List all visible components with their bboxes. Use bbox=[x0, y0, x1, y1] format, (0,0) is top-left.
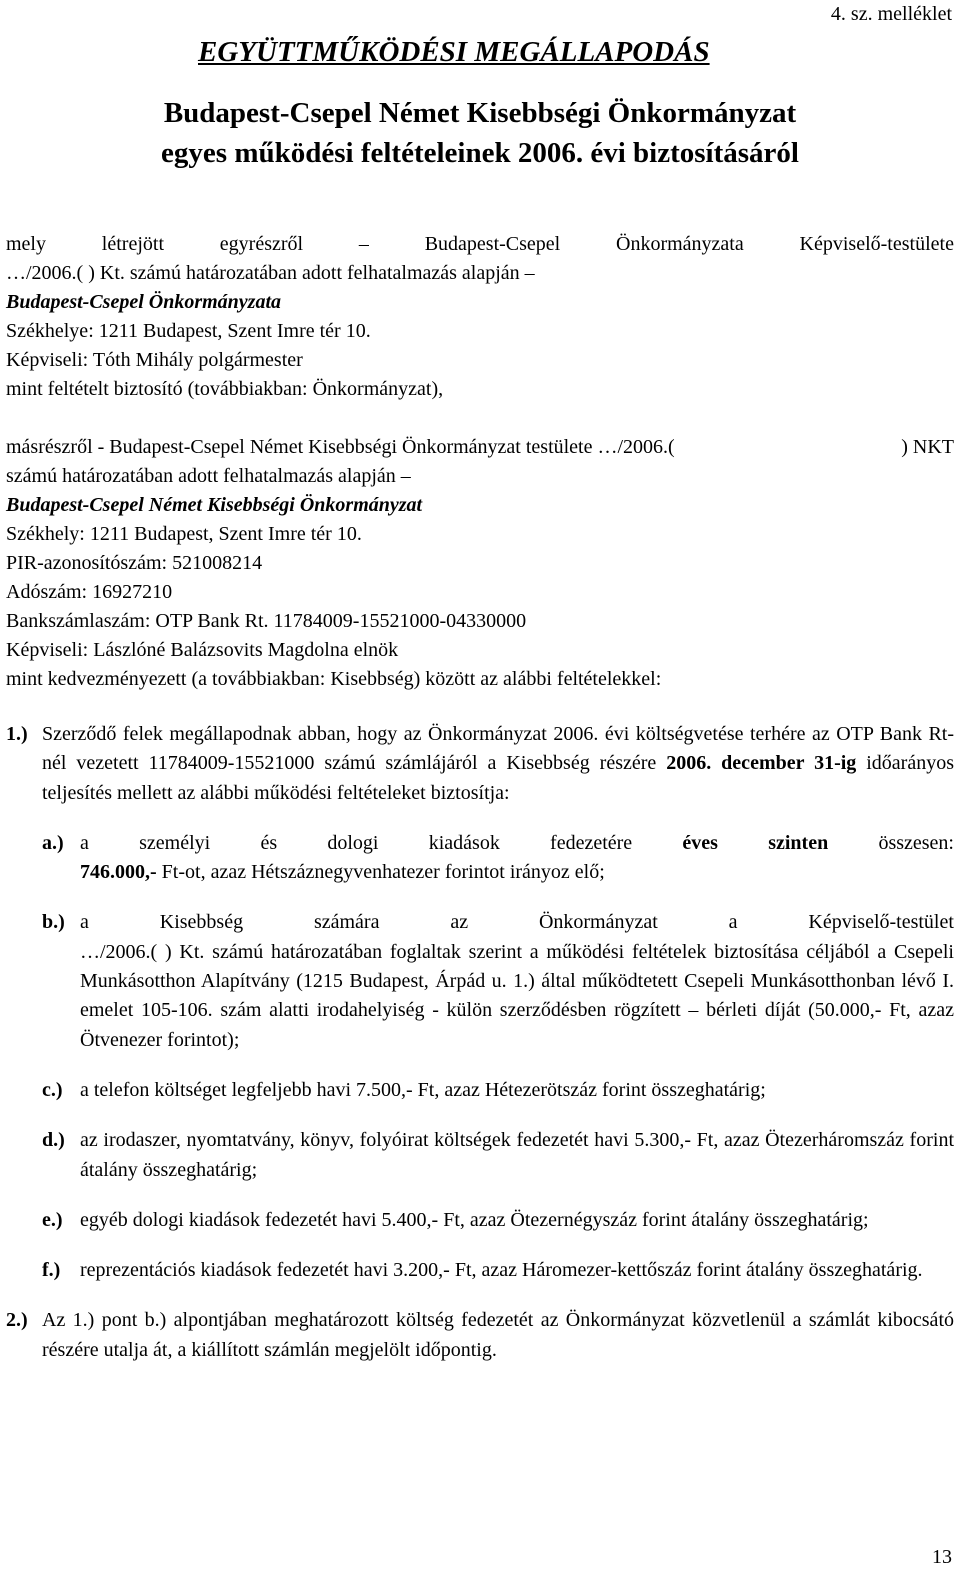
party1-intro-word: létrejött bbox=[101, 233, 164, 255]
clause-1e-number: e.) bbox=[42, 1208, 63, 1231]
clause-1b-word: a bbox=[728, 911, 738, 934]
clause-1a-word: összesen: bbox=[878, 831, 954, 854]
party1-name: Budapest-Csepel Önkormányzata bbox=[6, 291, 282, 313]
party1-seat: Székhelye: 1211 Budapest, Szent Imre tér 10. bbox=[6, 320, 371, 342]
clause-1-text: Szerződő felek megállapodnak abban, hogy az Önkormányzat 2006. évi költségvetése terhére az OTP Bank Rt-nél vezetett 11784009-15521000 számú számlájáról a Kisebbség részére 2006. december 31-ig időarányos teljesítés mellett az alábbi működési feltételeket biztosítja: bbox=[42, 723, 955, 804]
clause-2 bbox=[6, 1306, 954, 1365]
party2-seat: Székhely: 1211 Budapest, Szent Imre tér 10. bbox=[6, 523, 362, 545]
clause-2-number: 2.) bbox=[6, 1309, 28, 1332]
clause-1a-word: dologi bbox=[327, 831, 379, 854]
clause-1e-text: egyéb dologi kiadások fedezetét havi 5.400,- Ft, azaz Ötezernégyszáz forint átalány összeghatárig; bbox=[80, 1208, 869, 1231]
clause-1a-text: a személyi és dologi kiadások fedezetére éves szinten összesen: 746.000,- Ft-ot, azaz Hétszáznegyvenhatezer forintot irányoz elő; bbox=[80, 829, 954, 888]
clause-1b-number: b.) bbox=[42, 911, 65, 934]
clause-1a-word: személyi bbox=[139, 831, 211, 854]
parties-section bbox=[6, 230, 954, 694]
party1-intro-word: mely bbox=[6, 233, 46, 255]
party2-intro-left: másrészről - Budapest-Csepel Német Kisebbségi Önkormányzat testülete …/2006.( bbox=[6, 436, 675, 458]
party2-bank-account: Bankszámlaszám: OTP Bank Rt. 11784009-15521000-04330000 bbox=[6, 610, 527, 632]
party2-intro bbox=[6, 433, 954, 462]
party1-intro-word: egyrészről bbox=[219, 233, 304, 255]
clauses-section bbox=[6, 720, 954, 1386]
clause-1d-number: d.) bbox=[42, 1129, 65, 1152]
document-subtitle bbox=[0, 93, 960, 173]
subtitle-line-1: Budapest-Csepel Német Kisebbségi Önkormányzat bbox=[163, 97, 797, 129]
party1-intro-word: – bbox=[358, 233, 369, 255]
clause-1f-number: f.) bbox=[42, 1259, 61, 1282]
clause-1b-word: Képviselő-testület bbox=[808, 911, 954, 934]
party2-representative: Képviseli: Lászlóné Balázsovits Magdolna elnök bbox=[6, 639, 399, 661]
party1-representative: Képviseli: Tóth Mihály polgármester bbox=[6, 349, 303, 371]
clause-1b bbox=[6, 908, 954, 1054]
party2-tax-number: Adószám: 16927210 bbox=[6, 581, 173, 603]
party1-intro-word: Képviselő-testülete bbox=[799, 233, 954, 255]
clause-1a-bold-word: éves bbox=[682, 831, 718, 854]
party2-pir: PIR-azonosítószám: 521008214 bbox=[6, 552, 263, 574]
clause-1d-text: az irodaszer, nyomtatvány, könyv, folyóirat költségek fedezetét havi 5.300,- Ft, azaz Ötezerháromszáz forint átalány összeghatárig; bbox=[80, 1129, 954, 1181]
clause-1a bbox=[6, 829, 954, 888]
clause-1c-number: c.) bbox=[42, 1078, 63, 1101]
clause-1b-line-1 bbox=[80, 908, 954, 937]
party1-role: mint feltételt biztosító (továbbiakban: Önkormányzat), bbox=[6, 378, 444, 400]
party1-intro bbox=[6, 230, 954, 259]
subtitle-line-2: egyes működési feltételeinek 2006. évi biztosításáról bbox=[161, 137, 799, 169]
page-number: 13 bbox=[932, 1546, 952, 1568]
clause-1b-text: a Kisebbség számára az Önkormányzat a Képviselő-testület …/2006.( ) Kt. számú határozatában foglaltak szerint a működési feltételek biztosítása céljából a Csepeli Munkásotthon Alapítvány (1215 Budapest, Árpád u. 1.) által működtetett Csepeli Munkásotthonban lévő I. emelet 105-106. szám alatti irodahelyiség - külön szerződésben rögzített – bérleti díját (50.000,- Ft, azaz Ötvenezer forintot); bbox=[80, 908, 954, 1054]
party1-intro-word: Budapest-Csepel bbox=[424, 233, 561, 255]
clause-1c bbox=[6, 1076, 954, 1105]
clause-1b-word: a bbox=[80, 911, 89, 934]
clause-1a-bold-word: szinten bbox=[768, 831, 829, 854]
clause-1-number: 1.) bbox=[6, 723, 28, 745]
party1-authorization: …/2006.( ) Kt. számú határozatában adott felhatalmazás alapján – bbox=[6, 262, 535, 284]
clause-1a-word: fedezetére bbox=[550, 831, 633, 854]
annex-label: 4. sz. melléklet bbox=[830, 3, 952, 25]
clause-1a-line-1 bbox=[80, 829, 954, 858]
clause-1e bbox=[6, 1206, 954, 1235]
clause-1c-text: a telefon költséget legfeljebb havi 7.500,- Ft, azaz Hétezerötszáz forint összeghatárig; bbox=[80, 1078, 766, 1101]
clause-1a-number: a.) bbox=[42, 831, 64, 854]
party2-intro-right: ) NKT bbox=[901, 436, 954, 458]
clause-1a-word: kiadások bbox=[428, 831, 500, 854]
clause-1b-word: számára bbox=[313, 911, 380, 934]
party2-name: Budapest-Csepel Német Kisebbségi Önkormányzat bbox=[6, 494, 423, 516]
clause-1f-text: reprezentációs kiadások fedezetét havi 3.200,- Ft, azaz Háromezer-kettőszáz forint átalány összeghatárig. bbox=[80, 1259, 923, 1282]
clause-2-text: Az 1.) pont b.) alpontjában meghatározott költség fedezetét az Önkormányzat közvetlenül a számlát kibocsátó részére utalja át, a kiállított számlán megjelölt időpontig. bbox=[42, 1309, 954, 1361]
party1-intro-word: Önkormányzata bbox=[616, 233, 744, 255]
clause-1 bbox=[6, 720, 954, 808]
clause-1b-word: az bbox=[450, 911, 469, 934]
party2-role: mint kedvezményezett (a továbbiakban: Kisebbség) között az alábbi feltételekkel: bbox=[6, 668, 662, 690]
clause-1b-word: Kisebbség bbox=[159, 911, 244, 934]
party2-authorization: számú határozatában adott felhatalmazás alapján – bbox=[6, 465, 411, 487]
clause-1f bbox=[6, 1256, 954, 1285]
clause-1a-word: és bbox=[260, 831, 278, 854]
clause-1a-word: a bbox=[80, 831, 89, 854]
clause-1d bbox=[6, 1126, 954, 1185]
document-title: EGYÜTTMŰKÖDÉSI MEGÁLLAPODÁS bbox=[198, 36, 710, 68]
clause-1b-word: Önkormányzat bbox=[538, 911, 658, 934]
